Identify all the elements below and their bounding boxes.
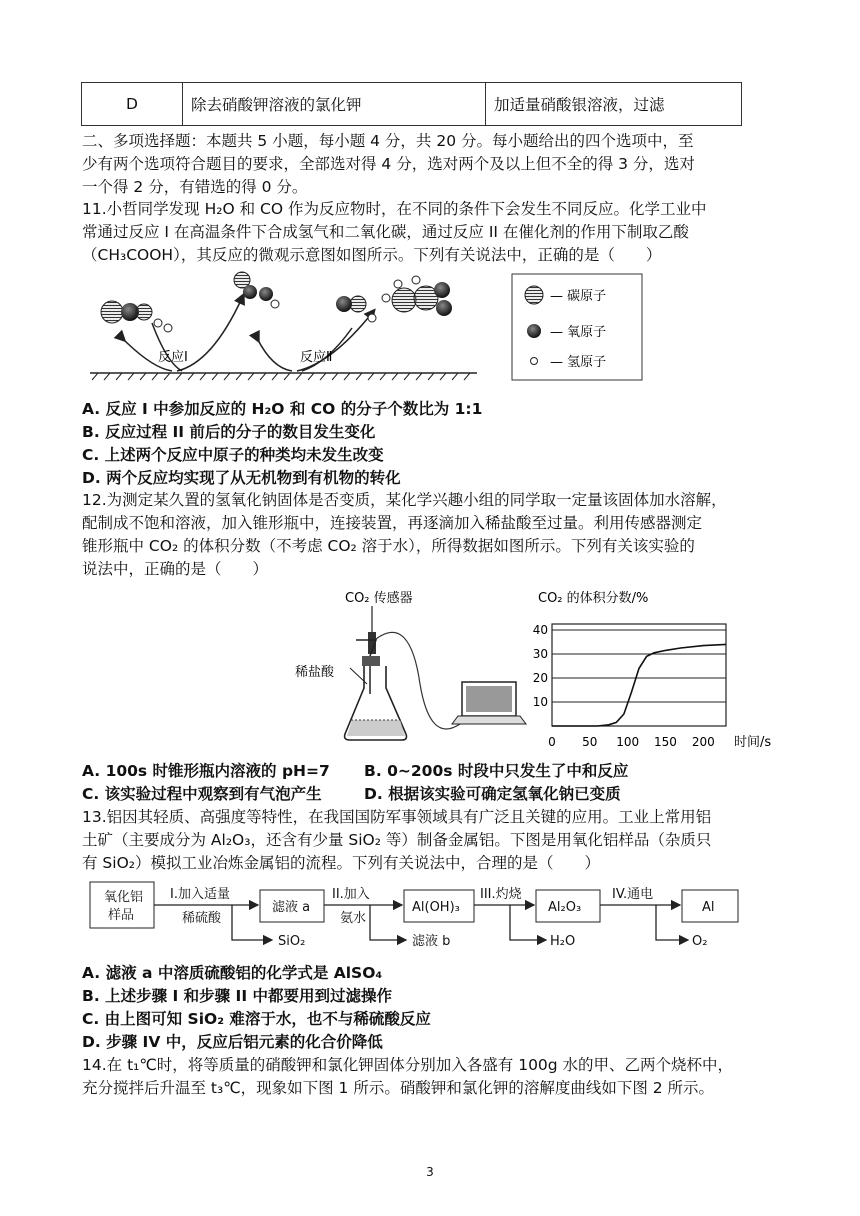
hydrogen-atom-icon	[412, 276, 420, 284]
chart-frame	[552, 624, 726, 726]
reaction-diagram	[82, 268, 742, 396]
question-text: 配制成不饱和溶液，加入锥形瓶中，连接装置，再逐滴加入稀盐酸至过量。利用传感器测定	[82, 514, 703, 532]
chart-ytick-label: 40	[532, 623, 548, 637]
experiment-apparatus	[290, 584, 530, 754]
chart-ytick-label: 20	[532, 671, 548, 685]
flow-step-1: 稀硫酸	[182, 911, 222, 926]
question-text: 土矿（主要成分为 Al₂O₃，还含有少量 SiO₂ 等）制备金属铝。下图是用氧化铝样品（杂质只	[82, 831, 712, 849]
chart-ylabel: CO₂ 的体积分数/%	[538, 591, 649, 606]
flow-step-1: I.加入适量	[170, 887, 230, 902]
chart-ytick-label: 10	[532, 695, 548, 709]
table-cell-option: D	[82, 83, 183, 126]
reaction-1-label: 反应Ⅰ	[158, 350, 188, 365]
chart-xtick-label: 50	[582, 735, 598, 749]
section-text: 少有两个选项符合题目的要求，全部选对得 4 分，选对两个及以上但不全的得 3 分，选对	[82, 155, 695, 173]
dropping-funnel-icon	[356, 640, 376, 694]
flow-box-al-text: Al	[702, 900, 715, 915]
sensor-label: CO₂ 传感器	[345, 591, 413, 606]
carbon-atom-icon	[350, 296, 366, 312]
legend-oxygen: — 氧原子	[550, 325, 607, 340]
option-b: B. 反应过程 II 前后的分子的数目发生变化	[82, 423, 376, 441]
chart-xtick-label: 150	[654, 735, 677, 749]
chart-xtick-label: 0	[548, 735, 556, 749]
option-d: D. 步骤 IV 中，反应后铝元素的化合价降低	[82, 1033, 383, 1051]
carbon-atom-icon	[525, 286, 543, 304]
option-c: C. 该实验过程中观察到有气泡产生	[82, 785, 322, 803]
question-text: 锥形瓶中 CO₂ 的体积分数（不考虑 CO₂ 溶于水），所得数据如图所示。下列有关该实验的	[82, 537, 695, 555]
flow-step-3: III.灼烧	[480, 887, 522, 902]
section-text: 二、多项选择题：本题共 5 小题，每小题 4 分，共 20 分。每小题给出的四个选项中，至	[82, 132, 694, 150]
flow-output-filtrate-b: 滤液 b	[412, 934, 451, 949]
question-text: 常通过反应 I 在高温条件下合成氢气和二氧化碳，通过反应 II 在催化剂的作用下制取乙酸	[82, 223, 689, 241]
reaction-2-label: 反应Ⅱ	[300, 350, 333, 365]
carbon-atom-icon	[101, 301, 123, 323]
option-table	[81, 82, 742, 126]
flow-step-2: II.加入	[332, 887, 370, 902]
table-cell-purpose: 除去硝酸钾溶液的氯化钾	[183, 83, 486, 126]
table-row	[82, 83, 742, 126]
chart-xtick-label: 100	[616, 735, 640, 749]
section-text: 一个得 2 分，有错选的得 0 分。	[82, 178, 308, 196]
chart-series-line	[552, 644, 726, 726]
question-text: 12.为测定某久置的氢氧化钠固体是否变质，某化学兴趣小组的同学取一定量该固体加水溶解，	[82, 491, 727, 509]
process-flow-diagram	[82, 876, 742, 956]
flow-box-al2o3-text: Al₂O₃	[548, 900, 582, 915]
table-cell-method: 加适量硝酸银溶液，过滤	[486, 83, 742, 126]
option-a: A. 滤液 a 中溶质硫酸铝的化学式是 AlSO₄	[82, 964, 383, 982]
oxygen-atom-icon	[434, 282, 450, 298]
option-d: D. 根据该实验可确定氢氧化钠已变质	[364, 785, 621, 803]
option-d: D. 两个反应均实现了从无机物到有机物的转化	[82, 469, 401, 487]
chart-ytick-label: 30	[532, 647, 548, 661]
hydrogen-atom-icon	[368, 314, 376, 322]
oxygen-atom-icon	[436, 300, 452, 316]
option-c: C. 上述两个反应中原子的种类均未发生改变	[82, 446, 384, 464]
question-text: 11.小哲同学发现 H₂O 和 CO 作为反应物时，在不同的条件下会发生不同反应。化学工业中	[82, 200, 707, 218]
carbon-atom-icon	[392, 288, 416, 312]
legend-carbon: — 碳原子	[550, 289, 607, 304]
acid-label: 稀盐酸	[295, 665, 335, 680]
hydrogen-atom-icon	[382, 294, 390, 302]
option-b: B. 上述步骤 I 和步骤 II 中都要用到过滤操作	[82, 987, 392, 1005]
hydrogen-atom-icon	[271, 300, 279, 308]
oxygen-atom-icon	[527, 324, 541, 338]
carbon-atom-icon	[136, 304, 152, 320]
question-text: （CH₃COOH），其反应的微观示意图如图所示。下列有关说法中，正确的是（ ）	[82, 246, 662, 264]
flow-box-sample-text: 氧化铝	[104, 890, 144, 905]
question-text: 充分搅拌后升温至 t₃℃，现象如下图 1 所示。硝酸钾和氯化钾的溶解度曲线如下图 2 所示。	[82, 1079, 715, 1097]
hydrogen-atom-icon	[531, 358, 538, 365]
question-text: 有 SiO₂）模拟工业冶炼金属铝的流程。下列有关说法中，合理的是（ ）	[82, 854, 600, 872]
flow-box-sample-text: 样品	[108, 908, 135, 923]
flow-box-filtrate-a-text: 滤液 a	[272, 900, 311, 915]
page-number: 3	[426, 1165, 434, 1179]
option-b: B. 0~200s 时段中只发生了中和反应	[364, 762, 629, 780]
flow-step-4: IV.通电	[612, 887, 654, 902]
flow-output-sio2: SiO₂	[278, 934, 306, 949]
oxygen-atom-icon	[259, 287, 273, 301]
flow-output-o2: O₂	[692, 934, 708, 949]
question-text: 说法中，正确的是（ ）	[82, 560, 269, 578]
question-text: 14.在 t₁℃时，将等质量的硝酸钾和氯化钾固体分别加入各盛有 100g 水的甲、乙两个烧杯中，	[82, 1056, 734, 1074]
chart-xtick-label: 200	[691, 735, 715, 749]
hydrogen-atom-icon	[154, 319, 162, 327]
flow-output-h2o: H₂O	[550, 934, 576, 949]
oxygen-atom-icon	[243, 285, 257, 299]
option-a: A. 100s 时锥形瓶内溶液的 pH=7	[82, 762, 330, 780]
legend-hydrogen: — 氢原子	[550, 355, 607, 370]
option-c: C. 由上图可知 SiO₂ 难溶于水，也不与稀硫酸反应	[82, 1010, 431, 1028]
flow-box-aloh3-text: Al(OH)₃	[412, 900, 460, 915]
hydrogen-atom-icon	[164, 324, 172, 332]
option-a: A. 反应 I 中参加反应的 H₂O 和 CO 的分子个数比为 1:1	[82, 400, 483, 418]
flow-step-2: 氨水	[340, 911, 367, 926]
hydrogen-atom-icon	[394, 280, 402, 288]
chart-xlabel: 时间/s	[734, 735, 772, 750]
co2-chart	[530, 586, 790, 752]
question-text: 13.铝因其轻质、高强度等特性，在我国国防军事领域具有广泛且关键的应用。工业上常用铝	[82, 808, 712, 826]
